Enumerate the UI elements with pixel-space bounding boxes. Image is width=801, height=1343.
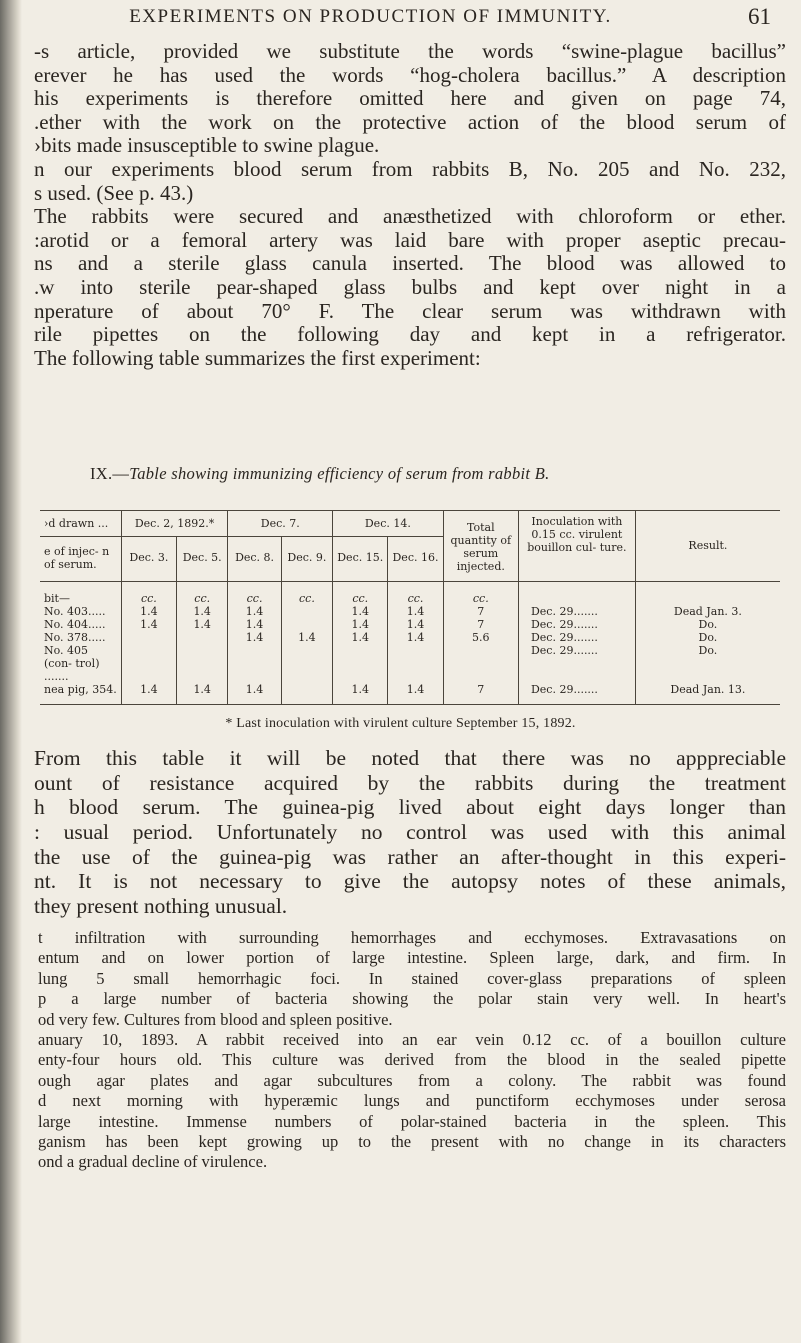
running-title: EXPERIMENTS ON PRODUCTION OF IMMUNITY.	[129, 6, 612, 27]
serum-value	[281, 683, 332, 705]
unit-label: cc.	[281, 582, 332, 606]
serum-value	[333, 644, 388, 683]
text-line: rile pipettes on the following day and kept in a refrigerator.	[34, 322, 786, 347]
unit-label: cc.	[121, 582, 176, 606]
serum-value: 1.4	[388, 683, 443, 705]
first-row-label: bit—	[44, 592, 70, 605]
text-line: From this table it will be noted that there was no apppreciable	[34, 746, 786, 770]
text-line: large intestine. Immense numbers of polar-stained bacteria in the spleen. This	[38, 1111, 786, 1131]
serum-value	[281, 605, 332, 618]
drawn-date: Dec. 14.	[333, 511, 444, 537]
text-line: od very few. Cultures from blood and spleen positive.	[38, 1009, 393, 1029]
injection-date: Dec. 8.	[228, 537, 281, 582]
text-line: they present nothing unusual.	[34, 894, 288, 919]
result-text: Do.	[635, 644, 780, 683]
serum-value	[388, 644, 443, 683]
inoculation-date: Dec. 29.......	[518, 605, 635, 618]
animal-label: No. 403.....	[44, 605, 106, 618]
text-line: :arotid or a femoral artery was laid bare with proper aseptic precau-	[34, 227, 786, 252]
body-paragraph-2	[34, 746, 786, 919]
serum-value: 1.4	[333, 683, 388, 705]
col-total-header: Total quantity of serum injected.	[443, 511, 518, 582]
serum-value	[177, 644, 228, 683]
drawn-date: Dec. 2, 1892.*	[121, 511, 228, 537]
serum-value: 1.4	[333, 618, 388, 631]
body-paragraph-1	[34, 40, 786, 370]
serum-value	[121, 644, 176, 683]
table-row	[40, 644, 780, 683]
text-line: .ether with the work on the protective action of the blood serum of	[34, 109, 786, 134]
text-line: nt. It is not necessary to give the autopsy notes of these animals,	[34, 869, 786, 894]
text-line: ns and a sterile glass canula inserted. The blood was allowed to	[34, 251, 786, 276]
serum-value	[281, 618, 332, 631]
text-line: entum and on lower portion of large intestine. Spleen large, dark, and firm. In	[38, 948, 786, 968]
row-label-drawn: ›d drawn ...	[40, 511, 121, 537]
serum-value: 1.4	[228, 631, 281, 644]
text-line: anuary 10, 1893. A rabbit received into an ear vein 0.12 cc. of a bouillon culture	[38, 1029, 786, 1049]
text-line: ough agar plates and agar subcultures from a colony. The rabbit was found	[38, 1070, 786, 1090]
text-line: p a large number of bacteria showing the polar stain very well. In heart's	[38, 989, 786, 1009]
table-header-row-drawn	[40, 511, 780, 537]
unit-label: cc.	[333, 582, 388, 606]
table-title: Table showing immunizing efficiency of serum from rabbit B.	[129, 464, 550, 483]
total-value	[443, 644, 518, 683]
total-value: 7	[443, 683, 518, 705]
serum-value	[177, 631, 228, 644]
serum-value: 1.4	[388, 618, 443, 631]
animal-label: No. 404.....	[44, 618, 106, 631]
injection-date: Dec. 5.	[177, 537, 228, 582]
animal-label: No. 405 (con- trol) .......	[44, 644, 100, 683]
serum-table	[40, 510, 780, 705]
inoculation-date: Dec. 29.......	[518, 618, 635, 631]
result-text: Dead Jan. 3.	[635, 605, 780, 618]
unit-label: cc.	[177, 582, 228, 606]
serum-value: 1.4	[228, 605, 281, 618]
serum-value: 1.4	[333, 631, 388, 644]
page-number: 61	[748, 4, 771, 29]
total-value: 7	[443, 618, 518, 631]
unit-label: cc.	[443, 582, 518, 606]
injection-date: Dec. 16.	[388, 537, 443, 582]
serum-value: 1.4	[177, 683, 228, 705]
serum-value: 1.4	[333, 605, 388, 618]
page-header	[30, 4, 771, 34]
serum-value: 1.4	[121, 605, 176, 618]
text-line: t infiltration with surrounding hemorrhages and ecchymoses. Extravasations on	[38, 928, 786, 947]
col-result-header: Result.	[635, 511, 780, 582]
text-line: ›bits made insusceptible to swine plague.	[34, 133, 380, 158]
text-line: The rabbits were secured and anæsthetized with chloroform or ether.	[34, 204, 786, 229]
inoculation-date: Dec. 29.......	[518, 631, 635, 644]
result-text: Do.	[635, 631, 780, 644]
text-line: erever he has used the words “hog-cholera bacillus.” A description	[34, 62, 786, 87]
injection-date: Dec. 3.	[121, 537, 176, 582]
table-row	[40, 618, 780, 631]
text-line: enty-four hours old. This culture was derived from the blood in the sealed pipette	[38, 1050, 786, 1070]
serum-value: 1.4	[388, 631, 443, 644]
text-line: ond a gradual decline of virulence.	[38, 1152, 268, 1172]
serum-value: 1.4	[177, 605, 228, 618]
serum-value	[121, 631, 176, 644]
serum-value: 1.4	[121, 618, 176, 631]
text-line: the use of the guinea-pig was rather an after-thought in this experi-	[34, 844, 786, 869]
serum-value	[281, 644, 332, 683]
serum-value: 1.4	[228, 683, 281, 705]
row-label-injection: e of injec- n of serum.	[40, 537, 121, 582]
table-unit-row	[40, 582, 780, 606]
text-line: The following table summarizes the first experiment:	[34, 345, 481, 370]
result-text: Dead Jan. 13.	[635, 683, 780, 705]
text-line: lung 5 small hemorrhagic foci. In stained cover-glass preparations of spleen	[38, 968, 786, 988]
page-gutter-shadow	[0, 0, 22, 1343]
unit-label: cc.	[388, 582, 443, 606]
injection-date: Dec. 15.	[333, 537, 388, 582]
table-caption	[90, 464, 770, 484]
autopsy-notes	[38, 928, 786, 1173]
text-line: ount of resistance acquired by the rabbits during the treatment	[34, 770, 786, 795]
serum-value: 1.4	[388, 605, 443, 618]
col-inoculation-header: Inoculation with 0.15 cc. virulent bouillon cul- ture.	[518, 511, 635, 582]
animal-label: No. 378.....	[44, 631, 106, 644]
table-number: IX.—	[90, 464, 130, 483]
empty-cell	[518, 582, 635, 606]
table-row	[40, 631, 780, 644]
total-value: 5.6	[443, 631, 518, 644]
table-row	[40, 605, 780, 618]
unit-label: cc.	[228, 582, 281, 606]
table-row	[40, 683, 780, 705]
serum-value: 1.4	[177, 618, 228, 631]
text-line: h blood serum. The guinea-pig lived about eight days longer than	[34, 795, 786, 820]
empty-cell	[635, 582, 780, 606]
text-line: ganism has been kept growing up to the present with no change in its characters	[38, 1131, 786, 1151]
serum-value	[228, 644, 281, 683]
text-line: -s article, provided we substitute the words “swine-plague bacillus”	[34, 39, 786, 63]
serum-value: 1.4	[121, 683, 176, 705]
text-line: nperature of about 70° F. The clear serum was withdrawn with	[34, 298, 786, 323]
result-text: Do.	[635, 618, 780, 631]
text-line: .w into sterile pear-shaped glass bulbs and kept over night in a	[34, 274, 786, 299]
text-line: d next morning with hyperæmic lungs and punctiform ecchymoses under serosa	[38, 1091, 786, 1111]
table-footnote: * Last inoculation with virulent culture September 15, 1892.	[225, 716, 576, 731]
inoculation-date: Dec. 29.......	[518, 644, 635, 683]
serum-value: 1.4	[228, 618, 281, 631]
text-line: : usual period. Unfortunately no control was used with this animal	[34, 820, 786, 845]
animal-label: nea pig, 354.	[44, 683, 117, 696]
text-line: s used. (See p. 43.)	[34, 180, 194, 205]
drawn-date: Dec. 7.	[228, 511, 333, 537]
text-line: n our experiments blood serum from rabbits B, No. 205 and No. 232,	[34, 156, 786, 181]
injection-date: Dec. 9.	[281, 537, 332, 582]
inoculation-date: Dec. 29.......	[518, 683, 635, 705]
total-value: 7	[443, 605, 518, 618]
serum-value: 1.4	[281, 631, 332, 644]
text-line: his experiments is therefore omitted here and given on page 74,	[34, 86, 786, 111]
